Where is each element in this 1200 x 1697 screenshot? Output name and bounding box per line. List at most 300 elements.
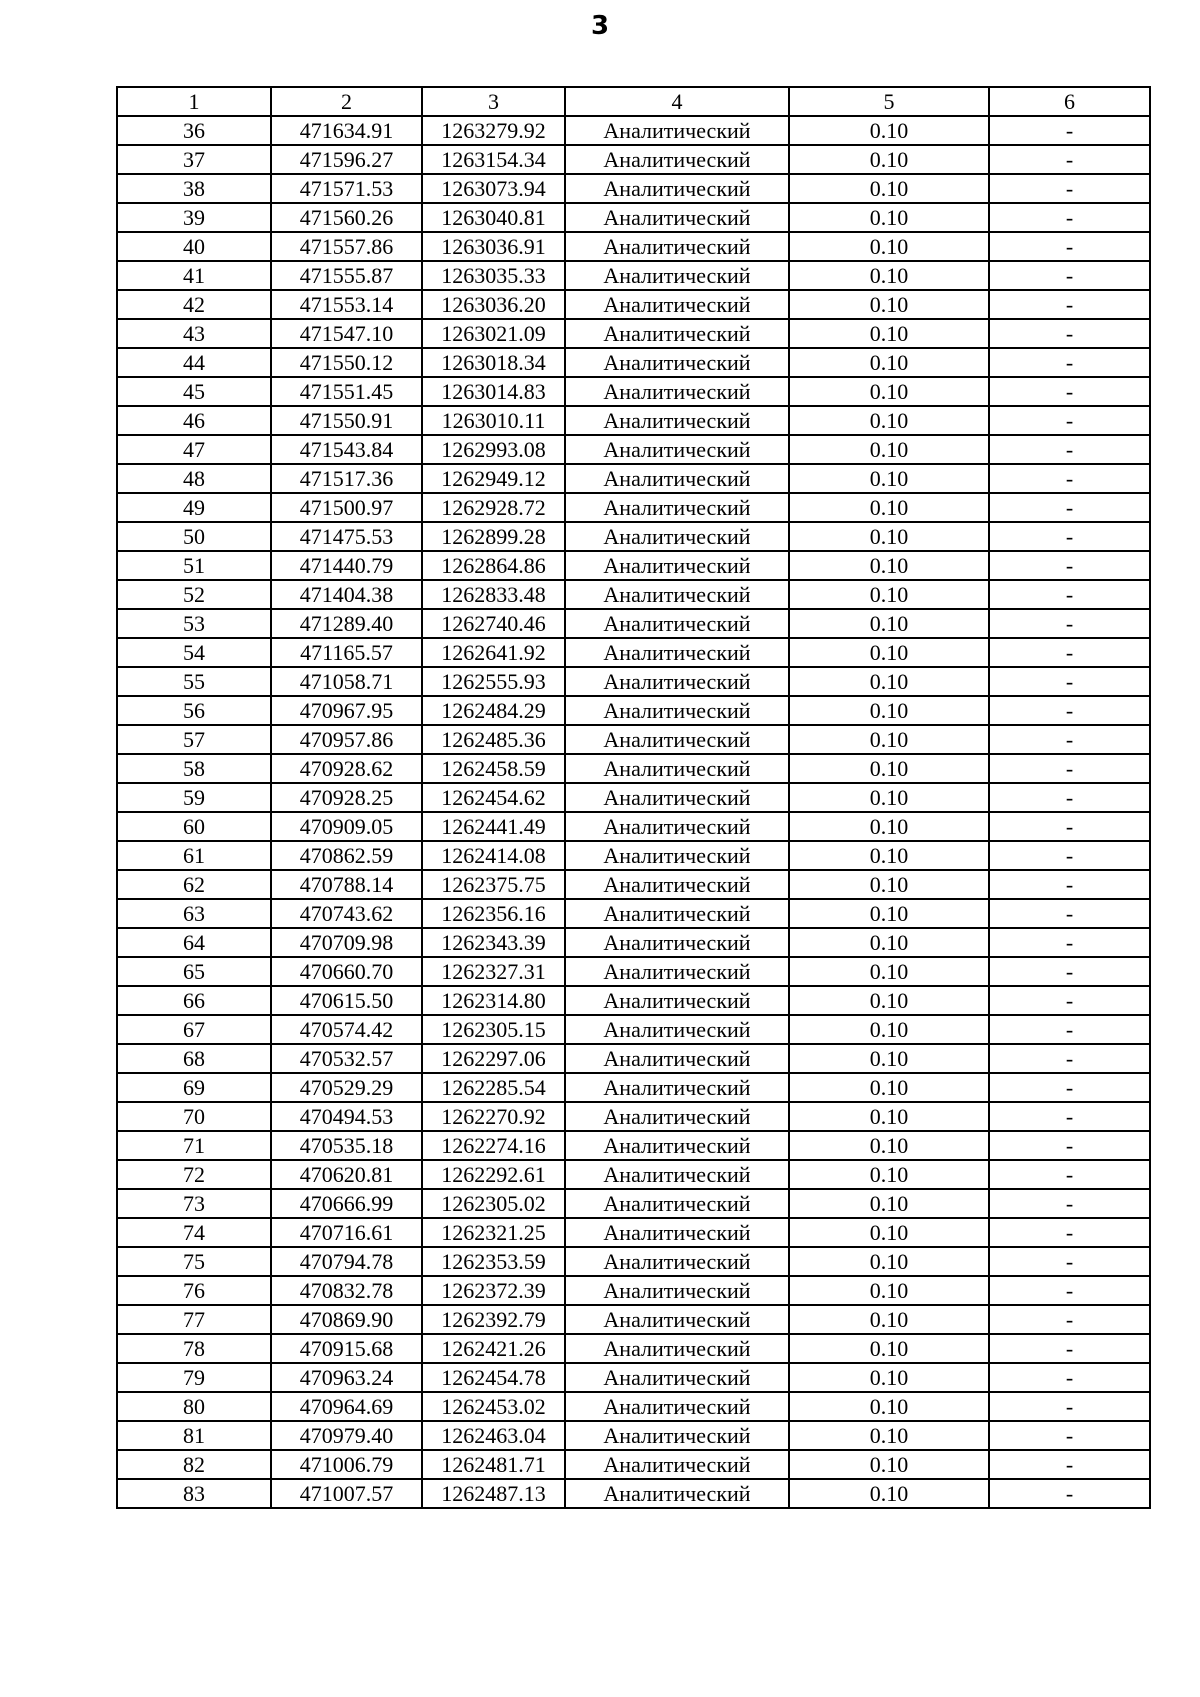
y-coordinate-cell: 1262305.15 — [422, 1015, 565, 1044]
accuracy-cell: 0.10 — [789, 348, 989, 377]
coordinates-table — [116, 86, 1151, 1509]
table-row — [117, 1421, 1150, 1450]
table-row — [117, 493, 1150, 522]
description-cell: - — [989, 1044, 1150, 1073]
method-cell: Аналитический — [565, 203, 789, 232]
description-cell: - — [989, 1073, 1150, 1102]
y-coordinate-cell: 1262285.54 — [422, 1073, 565, 1102]
column-header-2: 2 — [271, 87, 422, 116]
table-row — [117, 116, 1150, 145]
table-row — [117, 696, 1150, 725]
description-cell: - — [989, 406, 1150, 435]
description-cell: - — [989, 203, 1150, 232]
table-body — [117, 116, 1150, 1508]
y-coordinate-cell: 1262487.13 — [422, 1479, 565, 1508]
method-cell: Аналитический — [565, 812, 789, 841]
table-row — [117, 174, 1150, 203]
y-coordinate-cell: 1262740.46 — [422, 609, 565, 638]
description-cell: - — [989, 725, 1150, 754]
table-row — [117, 1334, 1150, 1363]
table-row — [117, 1305, 1150, 1334]
accuracy-cell: 0.10 — [789, 1160, 989, 1189]
accuracy-cell: 0.10 — [789, 377, 989, 406]
accuracy-cell: 0.10 — [789, 290, 989, 319]
y-coordinate-cell: 1262555.93 — [422, 667, 565, 696]
accuracy-cell: 0.10 — [789, 522, 989, 551]
accuracy-cell: 0.10 — [789, 1044, 989, 1073]
table-row — [117, 1073, 1150, 1102]
x-coordinate-cell: 471006.79 — [271, 1450, 422, 1479]
method-cell: Аналитический — [565, 116, 789, 145]
table-row — [117, 319, 1150, 348]
point-number-cell: 56 — [117, 696, 271, 725]
accuracy-cell: 0.10 — [789, 435, 989, 464]
point-number-cell: 73 — [117, 1189, 271, 1218]
description-cell: - — [989, 1334, 1150, 1363]
table-row — [117, 1276, 1150, 1305]
method-cell: Аналитический — [565, 638, 789, 667]
point-number-cell: 62 — [117, 870, 271, 899]
method-cell: Аналитический — [565, 870, 789, 899]
x-coordinate-cell: 470957.86 — [271, 725, 422, 754]
point-number-cell: 54 — [117, 638, 271, 667]
method-cell: Аналитический — [565, 406, 789, 435]
point-number-cell: 80 — [117, 1392, 271, 1421]
method-cell: Аналитический — [565, 174, 789, 203]
table-row — [117, 203, 1150, 232]
method-cell: Аналитический — [565, 783, 789, 812]
accuracy-cell: 0.10 — [789, 232, 989, 261]
method-cell: Аналитический — [565, 957, 789, 986]
x-coordinate-cell: 471560.26 — [271, 203, 422, 232]
y-coordinate-cell: 1262949.12 — [422, 464, 565, 493]
point-number-cell: 72 — [117, 1160, 271, 1189]
x-coordinate-cell: 471058.71 — [271, 667, 422, 696]
table-row — [117, 551, 1150, 580]
description-cell: - — [989, 493, 1150, 522]
accuracy-cell: 0.10 — [789, 1305, 989, 1334]
accuracy-cell: 0.10 — [789, 754, 989, 783]
table-row — [117, 1218, 1150, 1247]
table-row — [117, 1479, 1150, 1508]
table-row — [117, 145, 1150, 174]
point-number-cell: 57 — [117, 725, 271, 754]
y-coordinate-cell: 1262454.62 — [422, 783, 565, 812]
point-number-cell: 48 — [117, 464, 271, 493]
description-cell: - — [989, 435, 1150, 464]
y-coordinate-cell: 1262641.92 — [422, 638, 565, 667]
y-coordinate-cell: 1262485.36 — [422, 725, 565, 754]
method-cell: Аналитический — [565, 928, 789, 957]
x-coordinate-cell: 470964.69 — [271, 1392, 422, 1421]
point-number-cell: 61 — [117, 841, 271, 870]
x-coordinate-cell: 471404.38 — [271, 580, 422, 609]
description-cell: - — [989, 1189, 1150, 1218]
y-coordinate-cell: 1262314.80 — [422, 986, 565, 1015]
point-number-cell: 76 — [117, 1276, 271, 1305]
method-cell: Аналитический — [565, 464, 789, 493]
x-coordinate-cell: 470535.18 — [271, 1131, 422, 1160]
method-cell: Аналитический — [565, 522, 789, 551]
table-row — [117, 377, 1150, 406]
table-row — [117, 667, 1150, 696]
point-number-cell: 74 — [117, 1218, 271, 1247]
table-row — [117, 348, 1150, 377]
x-coordinate-cell: 470529.29 — [271, 1073, 422, 1102]
y-coordinate-cell: 1262864.86 — [422, 551, 565, 580]
point-number-cell: 53 — [117, 609, 271, 638]
y-coordinate-cell: 1262343.39 — [422, 928, 565, 957]
point-number-cell: 65 — [117, 957, 271, 986]
point-number-cell: 67 — [117, 1015, 271, 1044]
method-cell: Аналитический — [565, 986, 789, 1015]
description-cell: - — [989, 609, 1150, 638]
table-row — [117, 1102, 1150, 1131]
x-coordinate-cell: 471555.87 — [271, 261, 422, 290]
y-coordinate-cell: 1263021.09 — [422, 319, 565, 348]
description-cell: - — [989, 551, 1150, 580]
description-cell: - — [989, 1479, 1150, 1508]
x-coordinate-cell: 470909.05 — [271, 812, 422, 841]
table-row — [117, 435, 1150, 464]
column-header-1: 1 — [117, 87, 271, 116]
x-coordinate-cell: 470532.57 — [271, 1044, 422, 1073]
point-number-cell: 39 — [117, 203, 271, 232]
y-coordinate-cell: 1262833.48 — [422, 580, 565, 609]
method-cell: Аналитический — [565, 1218, 789, 1247]
accuracy-cell: 0.10 — [789, 580, 989, 609]
accuracy-cell: 0.10 — [789, 1334, 989, 1363]
x-coordinate-cell: 470862.59 — [271, 841, 422, 870]
table-row — [117, 783, 1150, 812]
y-coordinate-cell: 1263018.34 — [422, 348, 565, 377]
description-cell: - — [989, 812, 1150, 841]
table-row — [117, 1392, 1150, 1421]
y-coordinate-cell: 1262454.78 — [422, 1363, 565, 1392]
method-cell: Аналитический — [565, 1305, 789, 1334]
x-coordinate-cell: 470574.42 — [271, 1015, 422, 1044]
y-coordinate-cell: 1262484.29 — [422, 696, 565, 725]
table-row — [117, 580, 1150, 609]
accuracy-cell: 0.10 — [789, 174, 989, 203]
method-cell: Аналитический — [565, 435, 789, 464]
method-cell: Аналитический — [565, 725, 789, 754]
accuracy-cell: 0.10 — [789, 1421, 989, 1450]
x-coordinate-cell: 471440.79 — [271, 551, 422, 580]
x-coordinate-cell: 470494.53 — [271, 1102, 422, 1131]
method-cell: Аналитический — [565, 1247, 789, 1276]
x-coordinate-cell: 471543.84 — [271, 435, 422, 464]
x-coordinate-cell: 470794.78 — [271, 1247, 422, 1276]
table-row — [117, 754, 1150, 783]
method-cell: Аналитический — [565, 1160, 789, 1189]
table-row — [117, 232, 1150, 261]
accuracy-cell: 0.10 — [789, 464, 989, 493]
point-number-cell: 64 — [117, 928, 271, 957]
accuracy-cell: 0.10 — [789, 1247, 989, 1276]
method-cell: Аналитический — [565, 493, 789, 522]
description-cell: - — [989, 986, 1150, 1015]
method-cell: Аналитический — [565, 319, 789, 348]
x-coordinate-cell: 470620.81 — [271, 1160, 422, 1189]
y-coordinate-cell: 1263279.92 — [422, 116, 565, 145]
x-coordinate-cell: 471550.91 — [271, 406, 422, 435]
accuracy-cell: 0.10 — [789, 1218, 989, 1247]
description-cell: - — [989, 1363, 1150, 1392]
table-row — [117, 1450, 1150, 1479]
description-cell: - — [989, 1247, 1150, 1276]
point-number-cell: 44 — [117, 348, 271, 377]
point-number-cell: 69 — [117, 1073, 271, 1102]
table-row — [117, 1189, 1150, 1218]
description-cell: - — [989, 870, 1150, 899]
page-number: 3 — [590, 11, 610, 41]
accuracy-cell: 0.10 — [789, 928, 989, 957]
x-coordinate-cell: 471553.14 — [271, 290, 422, 319]
point-number-cell: 47 — [117, 435, 271, 464]
y-coordinate-cell: 1263010.11 — [422, 406, 565, 435]
accuracy-cell: 0.10 — [789, 667, 989, 696]
accuracy-cell: 0.10 — [789, 1015, 989, 1044]
table-row — [117, 406, 1150, 435]
table-row — [117, 1247, 1150, 1276]
y-coordinate-cell: 1262453.02 — [422, 1392, 565, 1421]
method-cell: Аналитический — [565, 1073, 789, 1102]
y-coordinate-cell: 1262928.72 — [422, 493, 565, 522]
description-cell: - — [989, 174, 1150, 203]
table-row — [117, 522, 1150, 551]
x-coordinate-cell: 470716.61 — [271, 1218, 422, 1247]
description-cell: - — [989, 928, 1150, 957]
point-number-cell: 52 — [117, 580, 271, 609]
description-cell: - — [989, 783, 1150, 812]
method-cell: Аналитический — [565, 696, 789, 725]
description-cell: - — [989, 290, 1150, 319]
x-coordinate-cell: 471551.45 — [271, 377, 422, 406]
description-cell: - — [989, 841, 1150, 870]
accuracy-cell: 0.10 — [789, 986, 989, 1015]
description-cell: - — [989, 1421, 1150, 1450]
description-cell: - — [989, 377, 1150, 406]
y-coordinate-cell: 1262274.16 — [422, 1131, 565, 1160]
point-number-cell: 58 — [117, 754, 271, 783]
method-cell: Аналитический — [565, 899, 789, 928]
x-coordinate-cell: 470743.62 — [271, 899, 422, 928]
description-cell: - — [989, 899, 1150, 928]
description-cell: - — [989, 319, 1150, 348]
point-number-cell: 77 — [117, 1305, 271, 1334]
x-coordinate-cell: 470869.90 — [271, 1305, 422, 1334]
x-coordinate-cell: 470967.95 — [271, 696, 422, 725]
table-row — [117, 1131, 1150, 1160]
point-number-cell: 55 — [117, 667, 271, 696]
y-coordinate-cell: 1262353.59 — [422, 1247, 565, 1276]
point-number-cell: 81 — [117, 1421, 271, 1450]
table-row — [117, 261, 1150, 290]
method-cell: Аналитический — [565, 261, 789, 290]
x-coordinate-cell: 471007.57 — [271, 1479, 422, 1508]
x-coordinate-cell: 470963.24 — [271, 1363, 422, 1392]
accuracy-cell: 0.10 — [789, 1189, 989, 1218]
table-row — [117, 638, 1150, 667]
y-coordinate-cell: 1262899.28 — [422, 522, 565, 551]
description-cell: - — [989, 522, 1150, 551]
x-coordinate-cell: 470788.14 — [271, 870, 422, 899]
x-coordinate-cell: 471500.97 — [271, 493, 422, 522]
method-cell: Аналитический — [565, 1334, 789, 1363]
accuracy-cell: 0.10 — [789, 812, 989, 841]
table-row — [117, 290, 1150, 319]
description-cell: - — [989, 261, 1150, 290]
description-cell: - — [989, 1015, 1150, 1044]
point-number-cell: 45 — [117, 377, 271, 406]
point-number-cell: 83 — [117, 1479, 271, 1508]
column-header-3: 3 — [422, 87, 565, 116]
table-row — [117, 464, 1150, 493]
accuracy-cell: 0.10 — [789, 899, 989, 928]
method-cell: Аналитический — [565, 667, 789, 696]
accuracy-cell: 0.10 — [789, 493, 989, 522]
table-row — [117, 1363, 1150, 1392]
description-cell: - — [989, 638, 1150, 667]
point-number-cell: 79 — [117, 1363, 271, 1392]
point-number-cell: 37 — [117, 145, 271, 174]
table-header-row — [117, 87, 1150, 116]
y-coordinate-cell: 1262458.59 — [422, 754, 565, 783]
x-coordinate-cell: 470666.99 — [271, 1189, 422, 1218]
description-cell: - — [989, 145, 1150, 174]
table-row — [117, 841, 1150, 870]
description-cell: - — [989, 1305, 1150, 1334]
point-number-cell: 38 — [117, 174, 271, 203]
point-number-cell: 68 — [117, 1044, 271, 1073]
description-cell: - — [989, 232, 1150, 261]
column-header-6: 6 — [989, 87, 1150, 116]
table-row — [117, 899, 1150, 928]
x-coordinate-cell: 471165.57 — [271, 638, 422, 667]
point-number-cell: 75 — [117, 1247, 271, 1276]
point-number-cell: 36 — [117, 116, 271, 145]
accuracy-cell: 0.10 — [789, 319, 989, 348]
point-number-cell: 41 — [117, 261, 271, 290]
y-coordinate-cell: 1263040.81 — [422, 203, 565, 232]
method-cell: Аналитический — [565, 551, 789, 580]
x-coordinate-cell: 470915.68 — [271, 1334, 422, 1363]
accuracy-cell: 0.10 — [789, 116, 989, 145]
method-cell: Аналитический — [565, 1392, 789, 1421]
method-cell: Аналитический — [565, 1044, 789, 1073]
x-coordinate-cell: 471571.53 — [271, 174, 422, 203]
table-row — [117, 957, 1150, 986]
y-coordinate-cell: 1262270.92 — [422, 1102, 565, 1131]
accuracy-cell: 0.10 — [789, 638, 989, 667]
point-number-cell: 82 — [117, 1450, 271, 1479]
y-coordinate-cell: 1262993.08 — [422, 435, 565, 464]
method-cell: Аналитический — [565, 1479, 789, 1508]
accuracy-cell: 0.10 — [789, 870, 989, 899]
method-cell: Аналитический — [565, 377, 789, 406]
point-number-cell: 60 — [117, 812, 271, 841]
x-coordinate-cell: 470979.40 — [271, 1421, 422, 1450]
description-cell: - — [989, 580, 1150, 609]
description-cell: - — [989, 1276, 1150, 1305]
description-cell: - — [989, 348, 1150, 377]
accuracy-cell: 0.10 — [789, 1392, 989, 1421]
x-coordinate-cell: 470928.62 — [271, 754, 422, 783]
x-coordinate-cell: 471289.40 — [271, 609, 422, 638]
description-cell: - — [989, 754, 1150, 783]
accuracy-cell: 0.10 — [789, 203, 989, 232]
x-coordinate-cell: 470832.78 — [271, 1276, 422, 1305]
table-row — [117, 725, 1150, 754]
method-cell: Аналитический — [565, 290, 789, 319]
point-number-cell: 40 — [117, 232, 271, 261]
description-cell: - — [989, 696, 1150, 725]
point-number-cell: 66 — [117, 986, 271, 1015]
accuracy-cell: 0.10 — [789, 145, 989, 174]
x-coordinate-cell: 471557.86 — [271, 232, 422, 261]
accuracy-cell: 0.10 — [789, 783, 989, 812]
accuracy-cell: 0.10 — [789, 551, 989, 580]
accuracy-cell: 0.10 — [789, 406, 989, 435]
y-coordinate-cell: 1262321.25 — [422, 1218, 565, 1247]
point-number-cell: 70 — [117, 1102, 271, 1131]
accuracy-cell: 0.10 — [789, 1073, 989, 1102]
x-coordinate-cell: 471547.10 — [271, 319, 422, 348]
method-cell: Аналитический — [565, 754, 789, 783]
description-cell: - — [989, 1218, 1150, 1247]
table-row — [117, 1160, 1150, 1189]
description-cell: - — [989, 1392, 1150, 1421]
accuracy-cell: 0.10 — [789, 696, 989, 725]
x-coordinate-cell: 470615.50 — [271, 986, 422, 1015]
method-cell: Аналитический — [565, 1421, 789, 1450]
point-number-cell: 43 — [117, 319, 271, 348]
y-coordinate-cell: 1262463.04 — [422, 1421, 565, 1450]
y-coordinate-cell: 1263036.20 — [422, 290, 565, 319]
y-coordinate-cell: 1262375.75 — [422, 870, 565, 899]
table-row — [117, 870, 1150, 899]
method-cell: Аналитический — [565, 1276, 789, 1305]
accuracy-cell: 0.10 — [789, 1102, 989, 1131]
point-number-cell: 46 — [117, 406, 271, 435]
table-row — [117, 609, 1150, 638]
y-coordinate-cell: 1262356.16 — [422, 899, 565, 928]
x-coordinate-cell: 471475.53 — [271, 522, 422, 551]
table-row — [117, 928, 1150, 957]
accuracy-cell: 0.10 — [789, 1276, 989, 1305]
accuracy-cell: 0.10 — [789, 1479, 989, 1508]
accuracy-cell: 0.10 — [789, 1363, 989, 1392]
x-coordinate-cell: 471596.27 — [271, 145, 422, 174]
point-number-cell: 51 — [117, 551, 271, 580]
method-cell: Аналитический — [565, 1450, 789, 1479]
x-coordinate-cell: 471517.36 — [271, 464, 422, 493]
accuracy-cell: 0.10 — [789, 841, 989, 870]
method-cell: Аналитический — [565, 1363, 789, 1392]
point-number-cell: 50 — [117, 522, 271, 551]
y-coordinate-cell: 1262481.71 — [422, 1450, 565, 1479]
y-coordinate-cell: 1263014.83 — [422, 377, 565, 406]
method-cell: Аналитический — [565, 1189, 789, 1218]
method-cell: Аналитический — [565, 1102, 789, 1131]
y-coordinate-cell: 1262327.31 — [422, 957, 565, 986]
method-cell: Аналитический — [565, 1015, 789, 1044]
y-coordinate-cell: 1263036.91 — [422, 232, 565, 261]
column-header-5: 5 — [789, 87, 989, 116]
x-coordinate-cell: 471550.12 — [271, 348, 422, 377]
y-coordinate-cell: 1262441.49 — [422, 812, 565, 841]
